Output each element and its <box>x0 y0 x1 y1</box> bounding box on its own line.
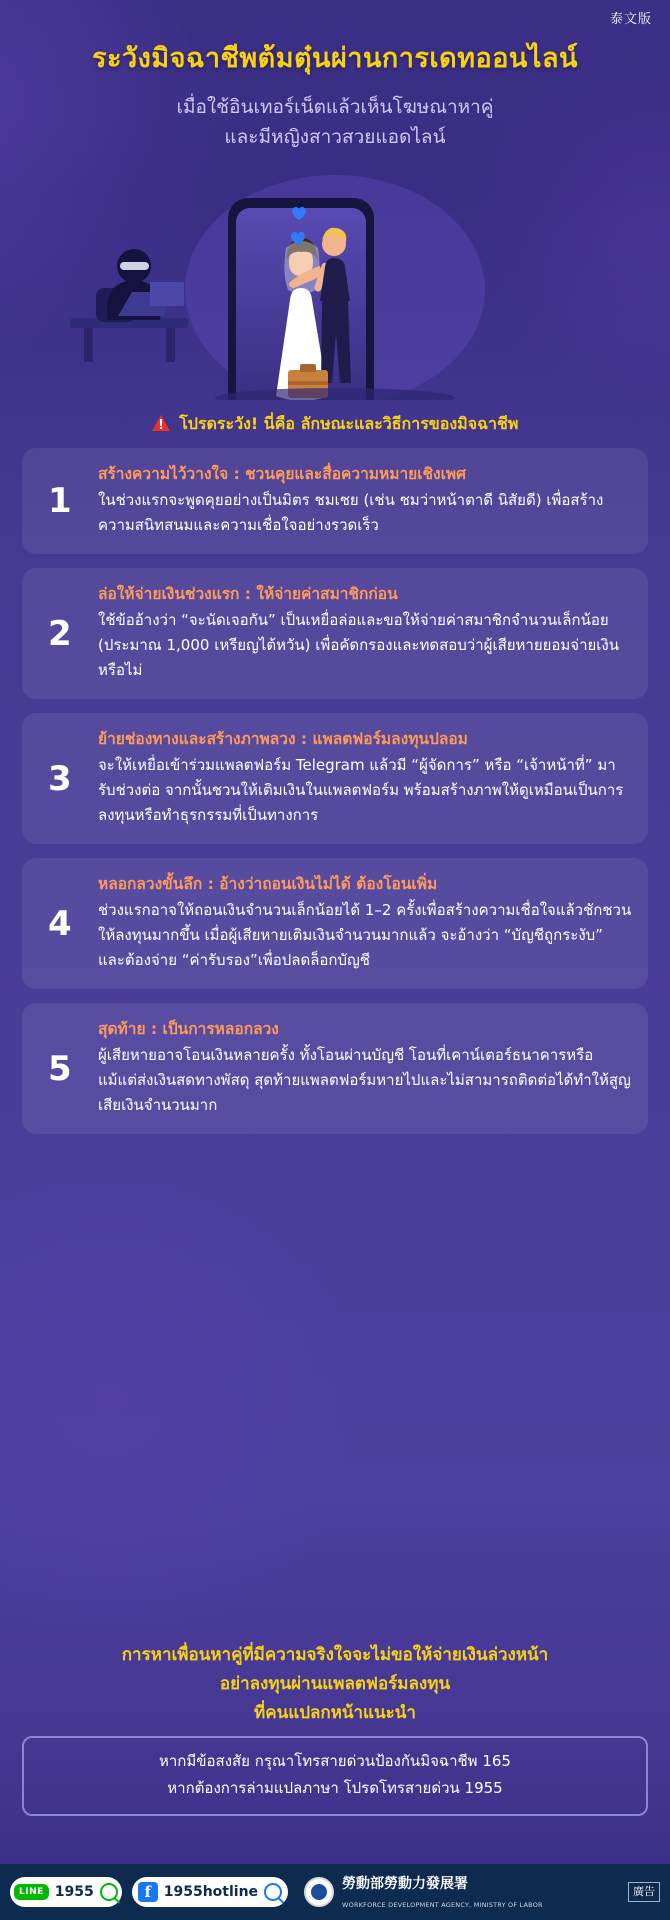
subtitle-line-2: และมีหญิงสาวสวยแอดไลน์ <box>224 126 446 148</box>
decorative-blob <box>0 1150 360 1650</box>
subtitle-line-1: เมื่อใช้อินเทอร์เน็ตแล้วเห็นโฆษณาหาคู่ <box>176 96 494 118</box>
step-number: 5 <box>48 1048 72 1089</box>
warning-banner <box>0 412 670 437</box>
list-item <box>22 1003 648 1134</box>
step-title: หลอกลวงขั้นลึก : อ้างว่าถอนเงินไม่ได้ ต้องโอนเพิ่ม <box>98 875 438 893</box>
step-body: ผู้เสียหายอาจโอนเงินหลายครั้ง ทั้งโอนผ่านบัญชี โอนที่เคาน์เตอร์ธนาคารหรือแม้แต่ส่งเงินสดทางพัสดุ สุดท้ายแพลตฟอร์มหายไปและไม่สามารถติดต่อได้ทำให้สูญเสียเงินจำนวนมาก <box>98 1046 631 1114</box>
hotline-line-1: หากมีข้อสงสัย กรุณาโทรสายด่วนป้องกันมิจฉาชีพ 165 <box>159 1752 511 1770</box>
facebook-icon: f <box>138 1882 158 1902</box>
closing-line-1: การหาเพื่อนหาคู่ที่มีความจริงใจจะไม่ขอให้จ่ายเงินล่วงหน้า <box>121 1645 549 1665</box>
step-body: จะให้เหยื่อเข้าร่วมแพลตฟอร์ม Telegram แล้วมี “ผู้จัดการ” หรือ “เจ้าหน้าที่” มารับช่วงต่อ จากนั้นชวนให้เติมเงินในแพลตฟอร์ม พร้อมสร้างภาพให้ดูเหมือนเป็นการลงทุนหรือทำธุรกรรมที่เป็นทางการ <box>98 756 624 824</box>
closing-line-3: ที่คนแปลกหน้าแนะนำ <box>254 1703 416 1723</box>
line-id-label: 1955 <box>54 1884 94 1900</box>
illustration-svg <box>0 170 670 400</box>
step-number: 3 <box>48 758 72 799</box>
step-number: 1 <box>48 481 72 521</box>
warning-triangle-icon <box>152 415 170 435</box>
step-body: ใช้ข้ออ้างว่า “จะนัดเจอกัน” เป็นเหยื่อล่อและขอให้จ่ายค่าสมาชิกจำนวนเล็กน้อย (ประมาณ 1,000 เหรียญไต้หวัน) เพื่อคัดกรองและทดสอบว่าผู้เสียหายยอมจ่ายเงินหรือไม่ <box>98 611 620 679</box>
search-icon <box>264 1883 282 1901</box>
illustration <box>0 170 670 400</box>
agency-name-zh: 勞動部勞動力發展署 <box>342 1876 469 1892</box>
step-title: ย้ายช่องทางและสร้างภาพลวง : แพลตฟอร์มลงทุนปลอม <box>98 730 468 748</box>
closing-line-2: อย่าลงทุนผ่านแพลตฟอร์มลงทุน <box>219 1674 451 1694</box>
list-item <box>22 568 648 699</box>
step-body: ในช่วงแรกจะพูดคุยอย่างเป็นมิตร ชมเชย (เช่น ชมว่าหน้าตาดี นิสัยดี) เพื่อสร้างความสนิทสนมและความเชื่อใจอย่างรวดเร็ว <box>98 491 604 534</box>
closing-message <box>0 1641 670 1728</box>
agency-branding <box>304 1873 543 1911</box>
step-title: สร้างความไว้วางใจ : ชวนคุยและสื่อความหมายเชิงเพศ <box>98 465 466 483</box>
warning-text: โปรดระวัง! นี่คือ ลักษณะและวิธีการของมิจฉาชีพ <box>179 414 519 433</box>
list-item <box>22 858 648 989</box>
government-emblem-icon <box>304 1877 334 1907</box>
ad-label: 廣告 <box>628 1882 660 1902</box>
step-title: ล่อให้จ่ายเงินช่วงแรก : ให้จ่ายค่าสมาชิกก่อน <box>98 585 398 603</box>
facebook-page-label: 1955hotline <box>163 1884 259 1900</box>
step-title: สุดท้าย : เป็นการหลอกลวง <box>98 1020 279 1038</box>
list-item <box>22 448 648 554</box>
agency-name-en: WORKFORCE DEVELOPMENT AGENCY, MINISTRY OF LABOR <box>342 1901 543 1909</box>
agency-name-block <box>342 1873 543 1911</box>
line-contact-pill[interactable] <box>10 1877 122 1907</box>
steps-list <box>22 448 648 1148</box>
footer-bar <box>0 1864 670 1920</box>
line-icon: LINE <box>14 1884 49 1900</box>
list-item <box>22 713 648 844</box>
hotline-line-2: หากต้องการล่ามแปลภาษา โปรดโทรสายด่วน 1955 <box>167 1779 503 1797</box>
search-icon <box>100 1883 118 1901</box>
step-body: ช่วงแรกอาจให้ถอนเงินจำนวนเล็กน้อยได้ 1–2 ครั้งเพื่อสร้างความเชื่อใจแล้วชักชวนให้ลงทุนมากขึ้น เมื่อผู้เสียหายเติมเงินจำนวนมากแล้ว จะอ้างว่า “บัญชีถูกระงับ” และต้องจ่าย “ค่ารับรอง”เพื่อปลดล็อกบัญชี <box>98 901 632 969</box>
hotline-box <box>22 1736 648 1816</box>
language-tag: 泰文版 <box>609 12 652 27</box>
step-number: 4 <box>48 903 72 944</box>
page-title: ระวังมิจฉาชีพต้มตุ๋นผ่านการเดทออนไลน์ <box>92 43 578 74</box>
page-subtitle <box>0 92 670 152</box>
facebook-contact-pill[interactable] <box>132 1877 288 1907</box>
step-number: 2 <box>48 613 72 654</box>
